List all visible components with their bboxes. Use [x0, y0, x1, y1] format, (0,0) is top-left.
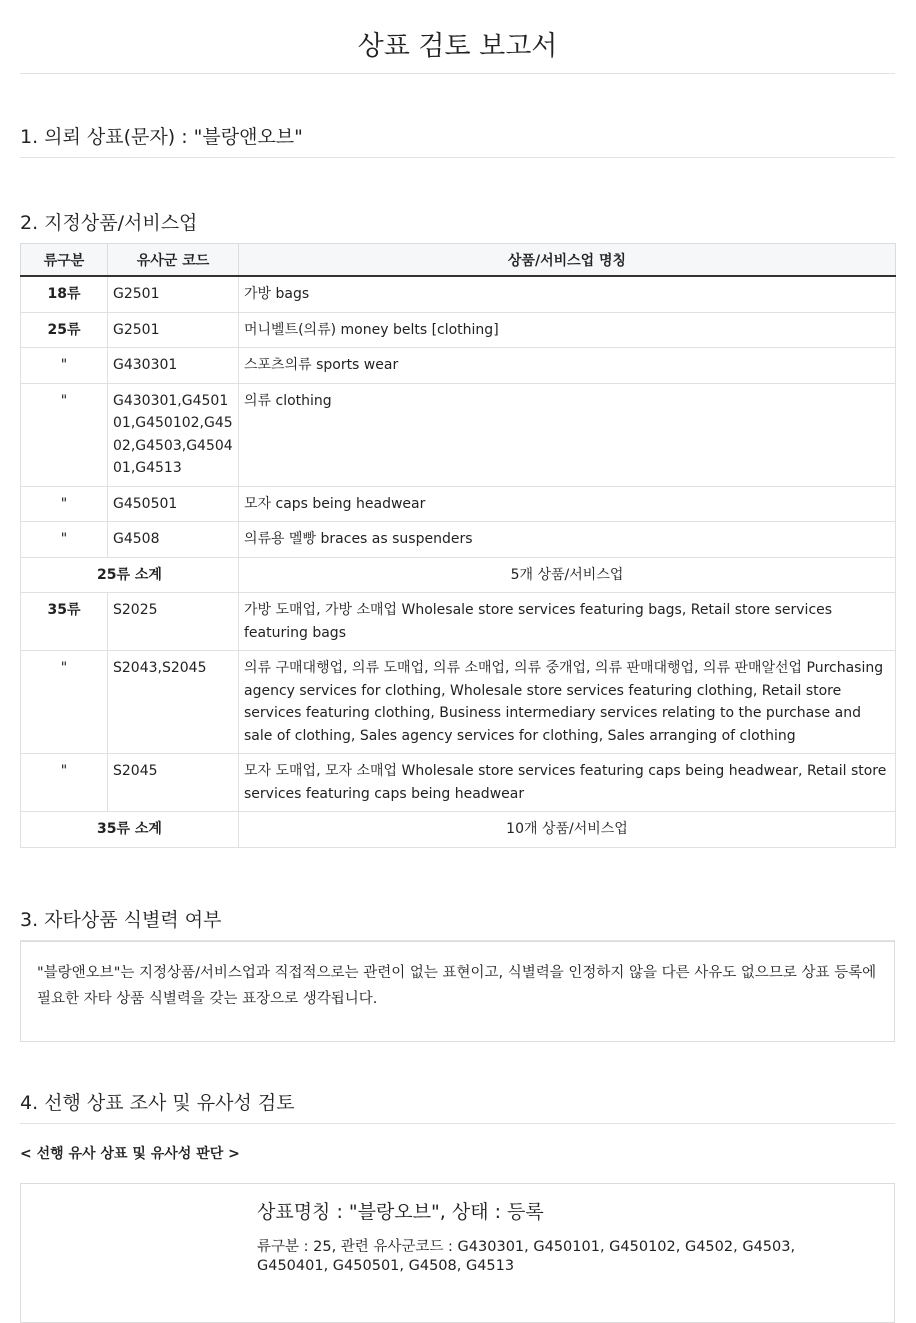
section-heading-prior-marks: 4. 선행 상표 조사 및 유사성 검토: [20, 1088, 895, 1124]
code-cell: S2025: [108, 593, 239, 651]
table-row: [21, 754, 896, 812]
prior-mark-card: [20, 1183, 895, 1323]
name-cell: 의류 clothing: [239, 383, 896, 486]
subtotal-value: 10개 상품/서비스업: [239, 812, 896, 848]
table-row: [21, 383, 896, 486]
table-row: [21, 593, 896, 651]
name-cell: 모자 도매업, 모자 소매업 Wholesale store services featuring caps being headwear, Retail store services featuring caps being headwear: [239, 754, 896, 812]
subtotal-label: 25류 소계: [21, 557, 239, 593]
class-cell: ": [21, 348, 108, 384]
name-cell: 가방 도매업, 가방 소매업 Wholesale store services featuring bags, Retail store services featuring bags: [239, 593, 896, 651]
code-cell: S2045: [108, 754, 239, 812]
class-cell: ": [21, 754, 108, 812]
table-header-row: [21, 244, 896, 277]
class-cell: 35류: [21, 593, 108, 651]
name-cell: 머니벨트(의류) money belts [clothing]: [239, 312, 896, 348]
prior-mark-title: 상표명칭 : "블랑오브", 상태 : 등록: [257, 1200, 544, 1223]
prior-mark-detail: 류구분 : 25, 관련 유사군코드 : G430301, G450101, G450102, G4502, G4503, G450401, G450501, G4508, G4513: [257, 1238, 796, 1274]
column-header-code: 유사군 코드: [108, 244, 239, 277]
class-cell: ": [21, 486, 108, 522]
page-title: 상표 검토 보고서: [20, 0, 895, 74]
section-heading-distinctiveness: 3. 자타상품 식별력 여부: [20, 905, 895, 941]
name-cell: 의류용 멜빵 braces as suspenders: [239, 522, 896, 558]
goods-table: [20, 243, 896, 848]
section-heading-client-mark: 1. 의뢰 상표(문자) : "블랑앤오브": [20, 122, 895, 158]
class-cell: ": [21, 383, 108, 486]
report: [20, 0, 895, 1323]
section-client-mark: [20, 122, 895, 158]
section-distinctiveness: [20, 905, 895, 1042]
name-cell: 가방 bags: [239, 276, 896, 312]
class-cell: 18류: [21, 276, 108, 312]
distinctiveness-text: "블랑앤오브"는 지정상품/서비스업과 직접적으로는 관련이 없는 표현이고, 식별력을 인정하지 않을 다른 사유도 없으므로 상표 등록에 필요한 자타 상품 식별력을 갖는 표장으로 생각됩니다.: [20, 941, 895, 1042]
code-cell: S2043,S2045: [108, 651, 239, 754]
prior-marks-subheading: < 선행 유사 상표 및 유사성 판단 >: [20, 1145, 240, 1162]
code-cell: G430301,G450101,G450102,G4502,G4503,G450401,G4513: [108, 383, 239, 486]
table-row: [21, 276, 896, 312]
table-row: [21, 312, 896, 348]
code-cell: G430301: [108, 348, 239, 384]
code-cell: G2501: [108, 312, 239, 348]
column-header-name: 상품/서비스업 명칭: [239, 244, 896, 277]
code-cell: G450501: [108, 486, 239, 522]
subtotal-label: 35류 소계: [21, 812, 239, 848]
subtotal-row-25: [21, 557, 896, 593]
section-prior-marks: [20, 1088, 895, 1323]
subtotal-value: 5개 상품/서비스업: [239, 557, 896, 593]
table-row: [21, 522, 896, 558]
section-designated-goods: [20, 208, 895, 848]
table-row: [21, 348, 896, 384]
table-row: [21, 651, 896, 754]
subtotal-row-35: [21, 812, 896, 848]
table-row: [21, 486, 896, 522]
section-heading-designated-goods: 2. 지정상품/서비스업: [20, 212, 198, 234]
code-cell: G2501: [108, 276, 239, 312]
name-cell: 의류 구매대행업, 의류 도매업, 의류 소매업, 의류 중개업, 의류 판매대행업, 의류 판매알선업 Purchasing agency services for clothing, Wholesale store services featuring clothing, Retail store services featuring clothing, Business intermediary services relating to the purchase and sale of clothing, Sales agency services for clothing, Sales arranging of clothing: [239, 651, 896, 754]
class-cell: 25류: [21, 312, 108, 348]
class-cell: ": [21, 522, 108, 558]
code-cell: G4508: [108, 522, 239, 558]
class-cell: ": [21, 651, 108, 754]
name-cell: 스포츠의류 sports wear: [239, 348, 896, 384]
column-header-class: 류구분: [21, 244, 108, 277]
name-cell: 모자 caps being headwear: [239, 486, 896, 522]
